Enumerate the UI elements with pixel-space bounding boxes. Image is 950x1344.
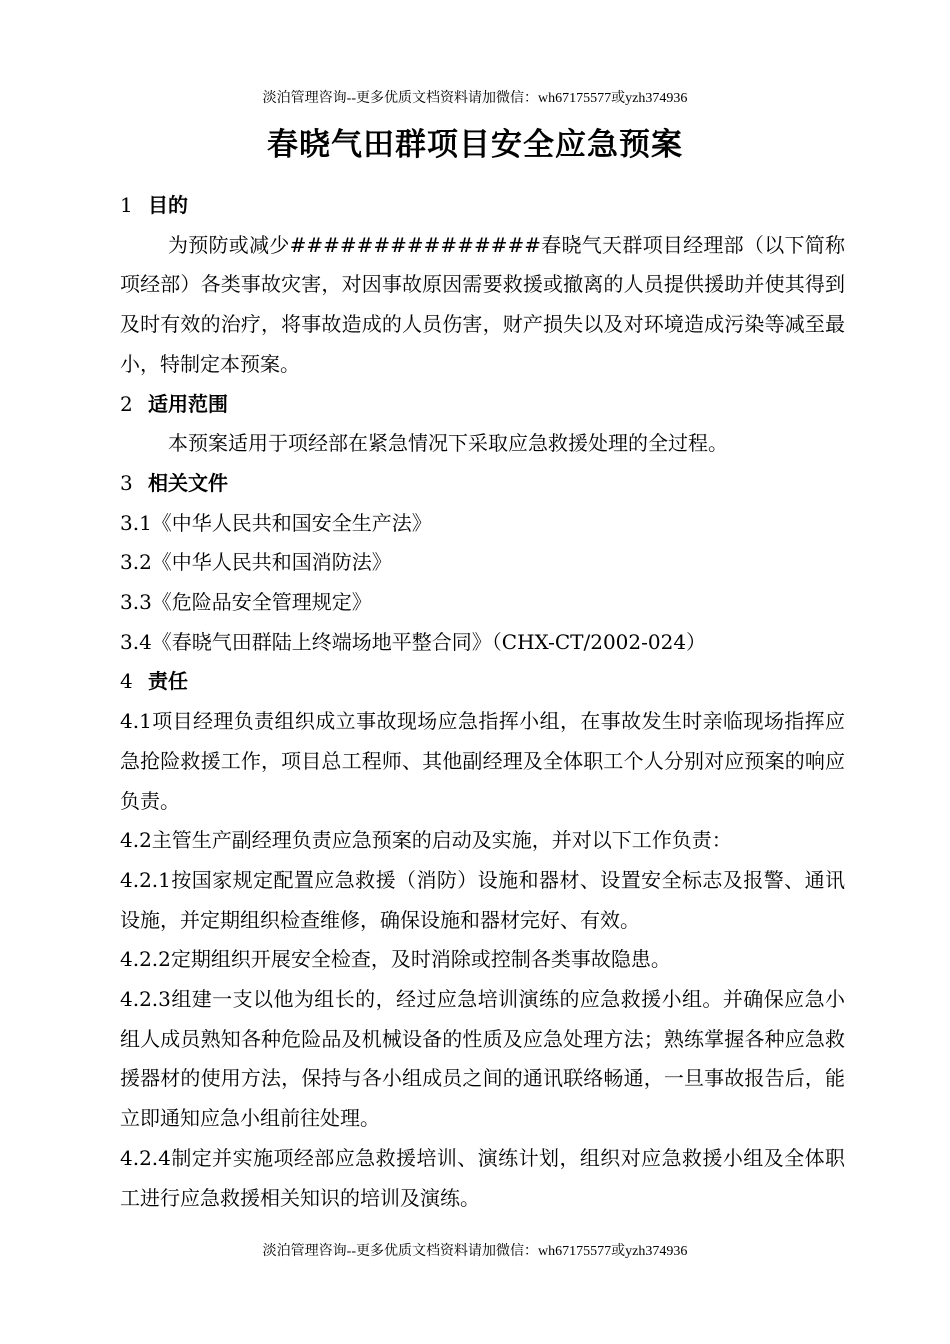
page-header: 淡泊管理咨询--更多优质文档资料请加微信：wh67175577或yzh374936 — [262, 91, 688, 106]
section-heading-purpose — [120, 186, 845, 226]
responsibility-item: 4.2.3组建一支以他为组长的，经过应急培训演练的应急救援小组。并确保应急小组人成员熟知各种危险品及机械设备的性质及应急处理方法；熟练掌握各种应急救援器材的使用方法，保持与各小组成员之间的通讯联络畅通，一旦事故报告后，能立即通知应急小组前往处理。 — [120, 987, 845, 1131]
related-document-item: 3.2《中华人民共和国消防法》 — [120, 550, 392, 575]
document-body — [120, 186, 845, 1218]
section-number: 3 — [120, 470, 133, 495]
responsibility-item: 4.2.2定期组织开展安全检查，及时消除或控制各类事故隐患。 — [120, 947, 671, 972]
section-heading-scope — [120, 385, 845, 425]
related-document-item: 3.4《春晓气田群陆上终端场地平整合同》（CHX-CT/2002-024） — [120, 629, 707, 654]
section-heading-responsibility — [120, 662, 845, 702]
scope-paragraph: 本预案适用于项经部在紧急情况下采取应急救援处理的全过程。 — [168, 431, 728, 456]
section-title: 相关文件 — [148, 470, 228, 495]
section-title: 适用范围 — [148, 391, 228, 416]
section-heading-related-documents — [120, 464, 845, 504]
section-number: 2 — [120, 391, 133, 416]
responsibility-item: 4.2主管生产副经理负责应急预案的启动及实施，并对以下工作负责： — [120, 828, 732, 853]
responsibility-item: 4.1项目经理负责组织成立事故现场应急指挥小组，在事故发生时亲临现场指挥应急抢险救援工作，项目总工程师、其他副经理及全体职工个人分别对应预案的响应负责。 — [120, 709, 845, 813]
page-footer: 淡泊管理咨询--更多优质文档资料请加微信：wh67175577或yzh374936 — [262, 1244, 688, 1259]
section-number: 1 — [120, 193, 133, 217]
section-title: 目的 — [148, 193, 188, 217]
responsibility-item: 4.2.4制定并实施项经部应急救援培训、演练计划，组织对应急救援小组及全体职工进行应急救援相关知识的培训及演练。 — [120, 1145, 845, 1210]
related-document-item: 3.3《危险品安全管理规定》 — [120, 590, 372, 615]
document-title: 春晓气田群项目安全应急预案 — [267, 127, 683, 163]
related-document-item: 3.1《中华人民共和国安全生产法》 — [120, 510, 432, 535]
responsibility-item: 4.2.1按国家规定配置应急救援（消防）设施和器材、设置安全标志及报警、通讯设施，并定期组织检查维修，确保设施和器材完好、有效。 — [120, 867, 845, 932]
section-number: 4 — [120, 669, 133, 694]
section-title: 责任 — [148, 669, 188, 694]
purpose-paragraph: 为预防或减少###############春晓气天群项目经理部（以下简称项经部）各类事故灾害，对因事故原因需要救援或撤离的人员提供援助并使其得到及时有效的治疗，将事故造成的人员伤害，财产损失以及对环境造成污染等减至最小，特制定本预案。 — [120, 232, 845, 376]
